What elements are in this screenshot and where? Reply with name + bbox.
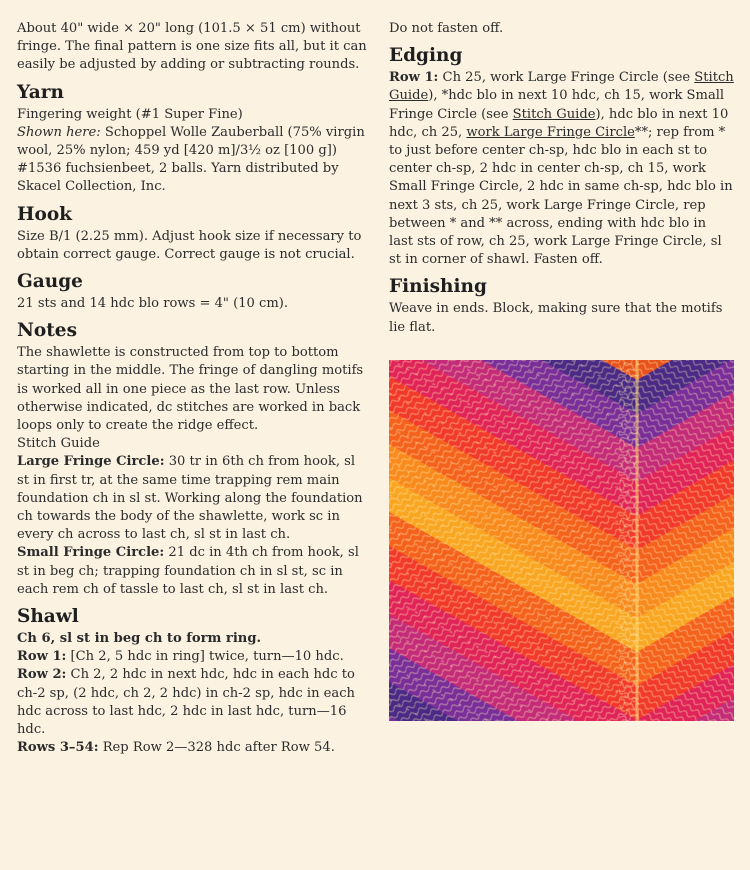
large-fringe-circle-link[interactable]: work Large Fringe Circle (466, 124, 635, 140)
large-fringe-body: 30 tr in 6th ch from hook, sl st in first tr, at the same time trapping rem main foundation ch in sl st. Working along the foundation ch towards the body of the shawlette, work sc in every ch across to last ch, sl st in last ch. (17, 454, 363, 543)
yarn-weight: Fingering weight (#1 Super Fine) (17, 106, 243, 122)
large-fringe-circle-text (17, 453, 367, 544)
shawl-heading: Shawl (17, 606, 79, 628)
shawl-row-1 (17, 648, 367, 666)
edging-heading: Edging (389, 45, 463, 67)
shown-here-label: Shown here: (17, 124, 101, 140)
edging-row-1-label: Row 1: (389, 70, 439, 86)
finishing-text: Weave in ends. Block, making sure that the motifs lie flat. (389, 301, 723, 335)
rows-3-54-body: Rep Row 2—328 hdc after Row 54. (98, 740, 335, 756)
shawl-ring-instruction: Ch 6, sl st in beg ch to form ring. (17, 631, 262, 647)
yarn-heading: Yarn (17, 81, 64, 103)
shawl-photo (389, 360, 734, 721)
shawl-rows-3-54 (17, 739, 367, 757)
row-2-label: Row 2: (17, 667, 67, 683)
edging-text-4: **; rep from * to just before center ch-sp, hdc blo in each st to center ch-sp, 2 hdc in center ch-sp, ch 15, work Small Fringe Circle, 2 hdc in same ch-sp, hdc blo in next 3 sts, ch 25, work Large Fringe Circle, rep between * and ** across, ending with hdc blo in last sts of row, ch 25, work Large Fringe Circle, sl st in corner of shawl. Fasten off. (389, 124, 733, 268)
row-1-label: Row 1: (17, 649, 67, 665)
large-fringe-label: Large Fringe Circle: (17, 454, 165, 470)
row-1-body: [Ch 2, 5 hdc in ring] twice, turn—10 hdc. (66, 649, 344, 665)
notes-text: The shawlette is constructed from top to bottom starting in the middle. The fringe of dangling motifs is worked all in one piece as the last row. Unless otherwise indicated, dc stitches are worked in back loops only to create the ridge effect. (17, 345, 364, 434)
hook-text: Size B/1 (2.25 mm). Adjust hook size if necessary to obtain correct gauge. Correct gauge is not crucial. (17, 228, 362, 262)
shown-here-text: Schoppel Wolle Zauberball (75% virgin wool, 25% nylon; 459 yd [420 m]/3½ oz [100 g]) #1536 fuchsienbeet, 2 balls. Yarn distributed by Skacel Collection, Inc. (17, 124, 365, 195)
gauge-text: 21 sts and 14 hdc blo rows = 4" (10 cm). (17, 296, 289, 312)
edging-text-2: ), *hdc blo in next 10 hdc, ch 15, work Small Fringe Circle (see (389, 88, 725, 122)
shawl-photo-graphic (389, 360, 734, 721)
yarn-shown-here (17, 124, 367, 197)
shawl-row-2 (17, 666, 367, 739)
small-fringe-label: Small Fringe Circle: (17, 545, 165, 561)
rows-3-54-label: Rows 3–54: (17, 740, 99, 756)
edging-row-1 (389, 69, 734, 269)
hook-heading: Hook (17, 203, 72, 225)
right-column (389, 20, 734, 337)
row-2-body: Ch 2, 2 hdc in next hdc, hdc in each hdc to ch-2 sp, (2 hdc, ch 2, 2 hdc) in ch-2 sp, hdc in each hdc across to last hdc, 2 hdc in last hdc, turn—16 hdc. (17, 667, 355, 738)
stitch-guide-link[interactable]: Stitch Guide (389, 70, 734, 104)
small-fringe-body: 21 dc in 4th ch from hook, sl st in beg ch; trapping foundation ch in sl st, sc in each rem ch of tassle to last ch, sl st in last ch. (17, 545, 359, 597)
edging-text-3: ), hdc blo in next 10 hdc, ch 25, (389, 106, 729, 140)
intro-text: About 40" wide × 20" long (101.5 × 51 cm) without fringe. The final pattern is one size fits all, but it can easily be adjusted by adding or subtracting rounds. (17, 21, 367, 73)
notes-heading: Notes (17, 320, 77, 342)
left-column (17, 20, 367, 758)
small-fringe-circle-text (17, 544, 367, 599)
finishing-heading: Finishing (389, 276, 487, 298)
gauge-heading: Gauge (17, 271, 83, 293)
do-not-fasten-text: Do not fasten off. (389, 21, 504, 36)
stitch-guide-title: Stitch Guide (17, 436, 100, 452)
stitch-guide-link[interactable]: Stitch Guide (512, 106, 596, 122)
edging-text-1: Ch 25, work Large Fringe Circle (see (438, 70, 695, 86)
